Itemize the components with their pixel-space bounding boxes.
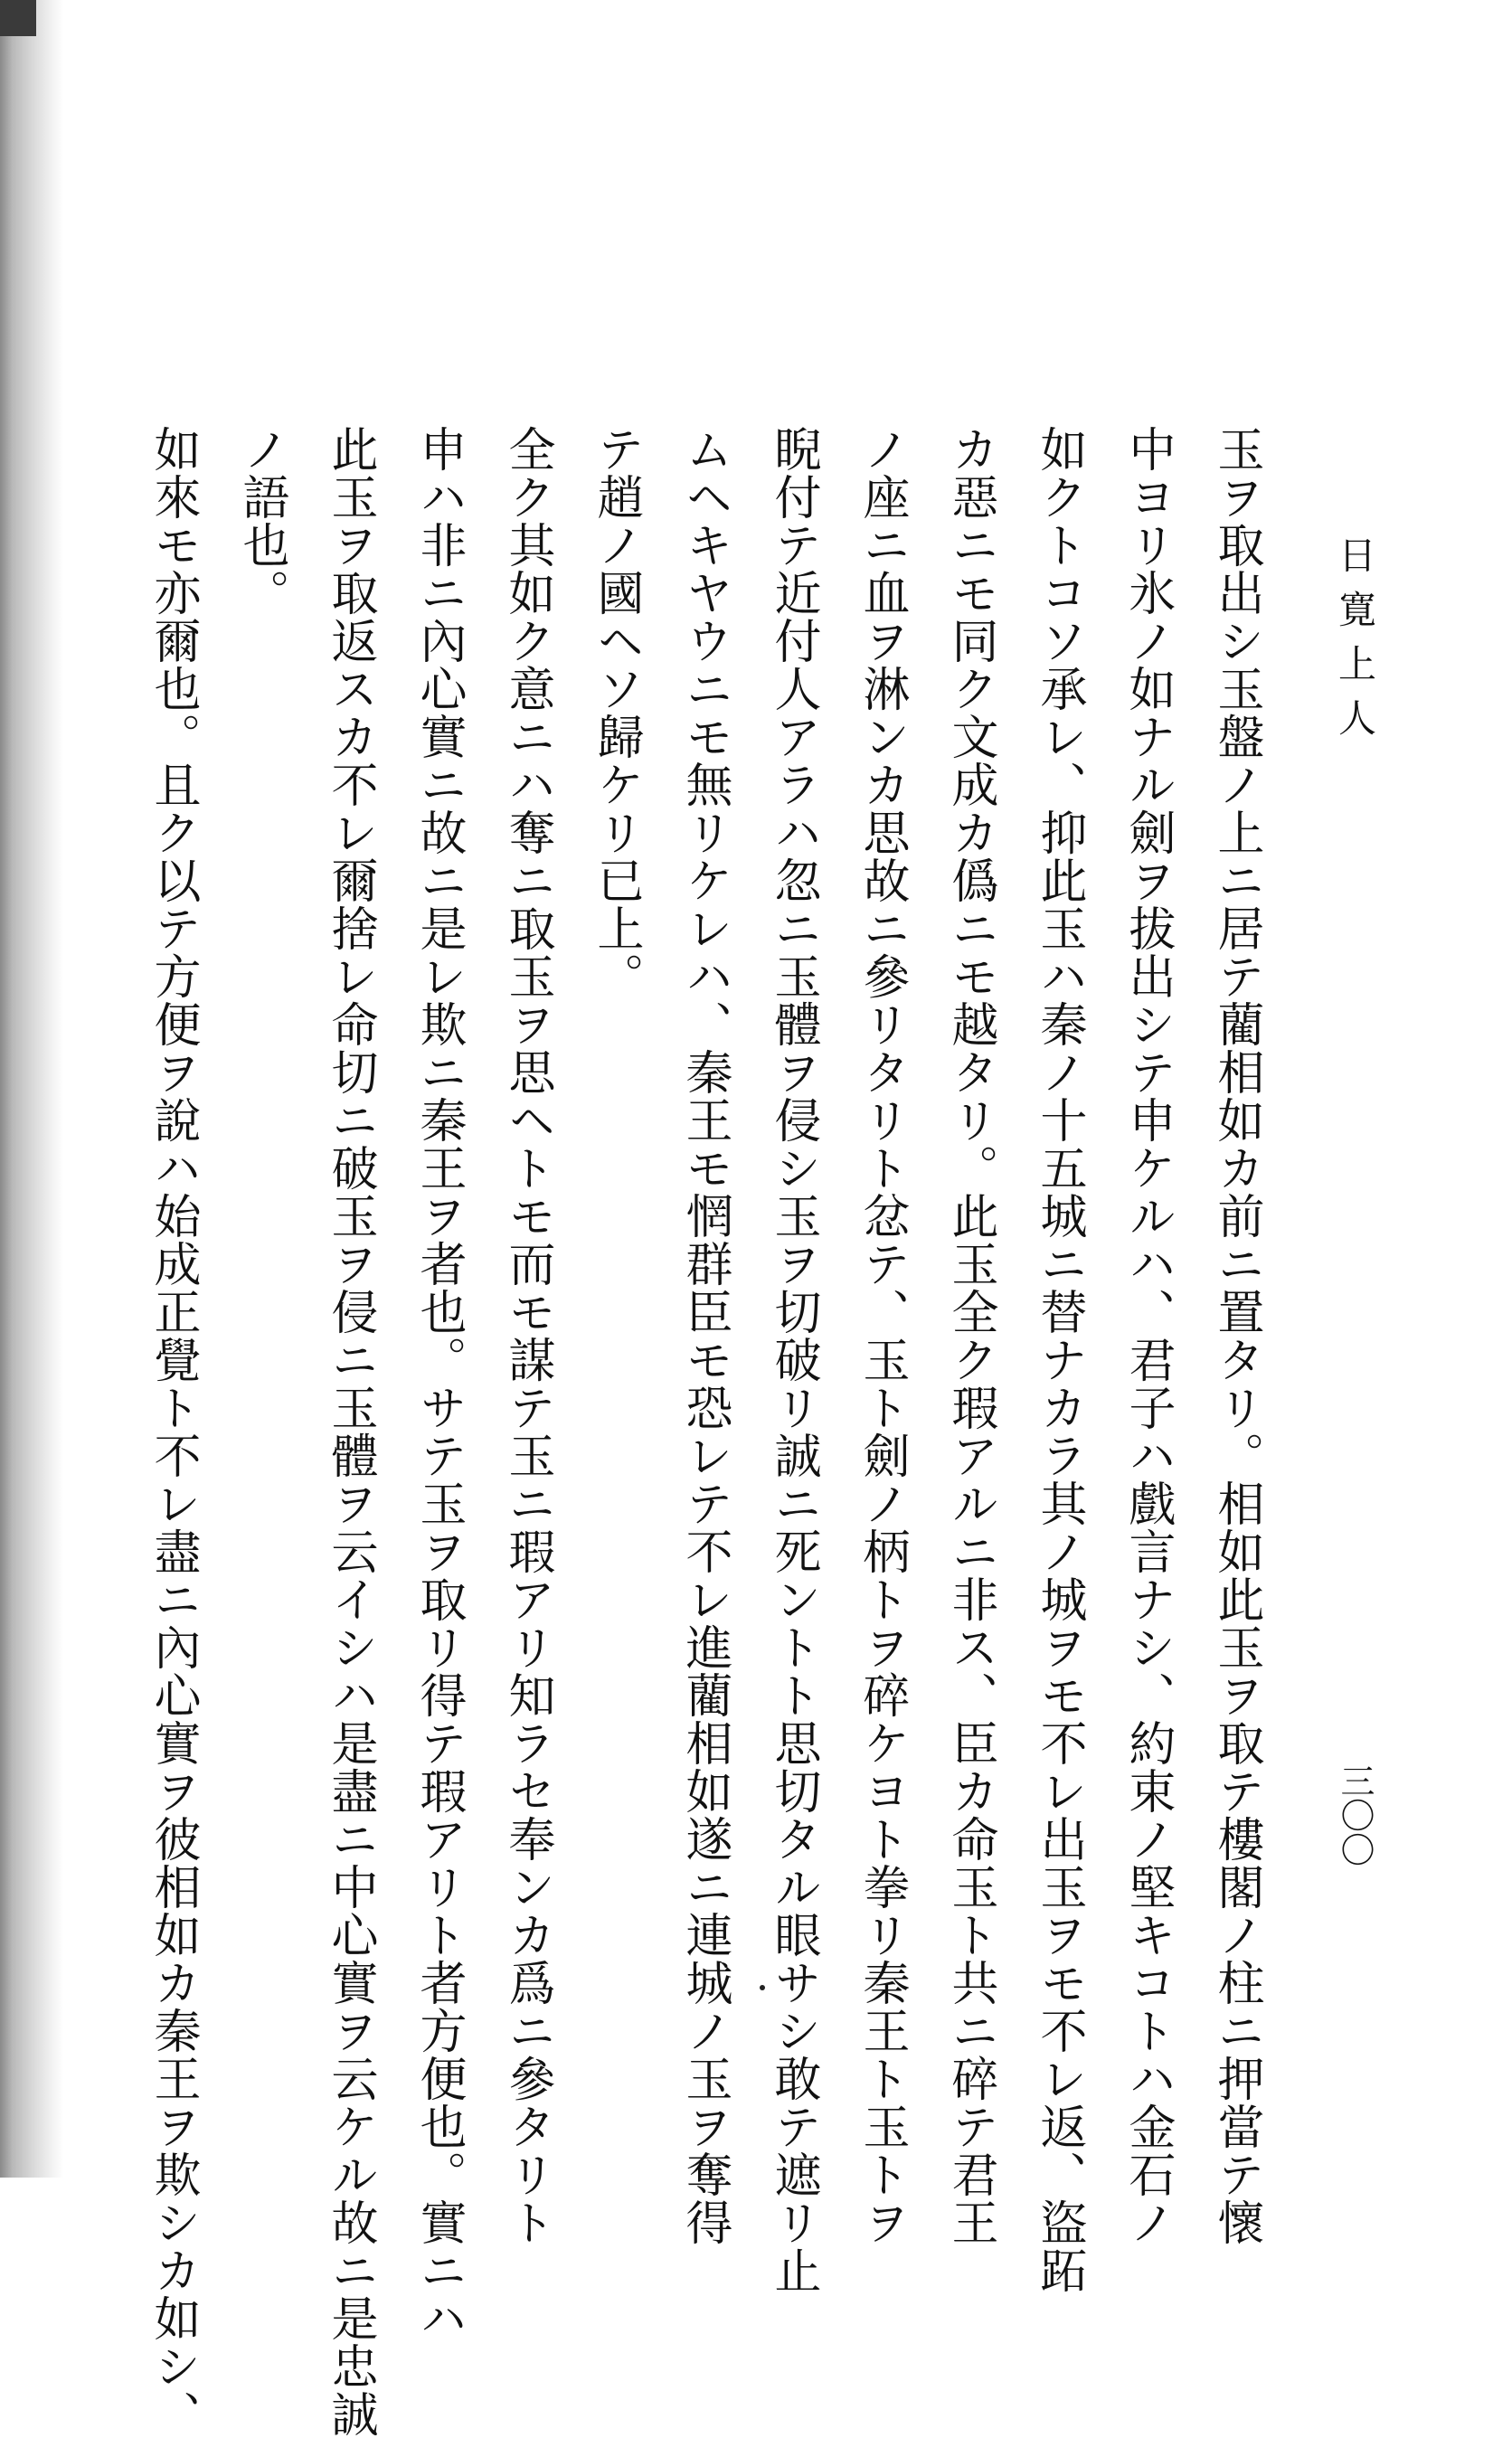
text-column: 睨付テ近付人アラハ忽ニ玉體ヲ侵シ玉ヲ切破リ誠ニ死ントト思切タル眼サシ敢テ遮リ止 bbox=[766, 425, 820, 2294]
text-column: 申ハ非ニ內心實ニ故ニ是レ欺ニ秦王ヲ者也。サテ玉ヲ取リ得テ瑕アリト者方便也。實ニハ bbox=[411, 425, 466, 2342]
text-column: 玉ヲ取出シ玉盤ノ上ニ居テ藺相如カ前ニ置タリ。相如此玉ヲ取テ樓閣ノ柱ニ押當テ懷 bbox=[1209, 425, 1263, 2246]
text-column: カ惡ニモ同ク文成カ僞ニモ越タリ。此玉全ク瑕アルニ非ス、臣カ命玉ト共ニ碎テ君王 bbox=[943, 425, 997, 2246]
text-column: テ趙ノ國ヘソ歸ケリ已上。 bbox=[589, 425, 643, 1000]
text-column: 全ク其如ク意ニハ奪ニ取玉ヲ思ヘトモ而モ謀テ玉ニ瑕アリ知ラセ奉ンカ爲ニ參タリト bbox=[500, 425, 554, 2246]
text-column: ノ座ニ血ヲ淋ンカ思故ニ參リタリト忿テ、玉ト劍ノ柄トヲ碎ケヨト拳リ秦王ト玉トヲ bbox=[855, 425, 909, 2246]
scan-speck bbox=[760, 1985, 765, 1990]
text-column: ノ語也。 bbox=[234, 425, 288, 617]
body-text bbox=[146, 425, 1280, 2438]
running-head: 日寛上人 bbox=[1333, 535, 1377, 752]
page-number: 三〇〇 bbox=[1335, 1763, 1375, 1866]
text-column: 如クトコソ承レ、抑此玉ハ秦ノ十五城ニ替ナカラ其ノ城ヲモ不レ出玉ヲモ不レ返、盜跖 bbox=[1032, 425, 1086, 2294]
scan-edge-shadow bbox=[0, 0, 63, 2178]
text-column: 如來モ亦爾也。且ク以テ方便ヲ說ハ始成正覺ト不レ盡ニ內心實ヲ彼相如カ秦王ヲ欺シカ如シ、 bbox=[146, 425, 200, 2438]
scan-corner-mark bbox=[0, 0, 36, 36]
text-column: 此玉ヲ取返スカ不レ爾捨レ命切ニ破玉ヲ侵ニ玉體ヲ云イシハ是盡ニ中心實ヲ云ケル故ニ是忠誠 bbox=[323, 425, 377, 2438]
text-column: 中ヨリ氷ノ如ナル劍ヲ拔出シテ申ケルハ、君子ハ戲言ナシ、約束ノ堅キコトハ金石ノ bbox=[1120, 425, 1175, 2246]
text-column: ムヘキヤウニモ無リケレハ、秦王モ惘群臣モ恐レテ不レ進藺相如遂ニ連城ノ玉ヲ奪得 bbox=[677, 425, 732, 2246]
